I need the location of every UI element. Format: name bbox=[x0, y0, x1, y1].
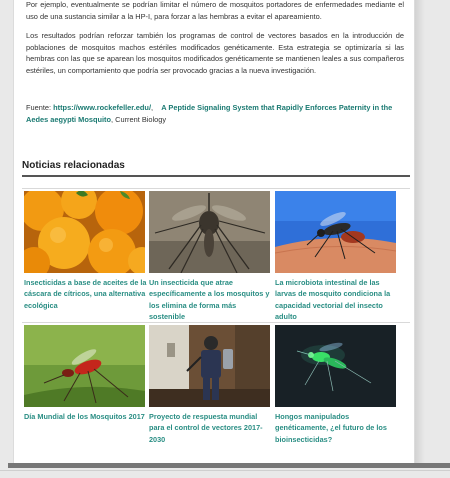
related-card-title[interactable]: La microbiota intestinal de las larvas de mosquito condiciona la capacidad vectorial del insecto adulto bbox=[275, 278, 391, 321]
row-divider bbox=[22, 188, 410, 189]
related-card-title[interactable]: Hongos manipulados genéticamente, ¿el futuro de los bioinsecticidas? bbox=[275, 412, 387, 444]
related-card[interactable] bbox=[24, 191, 148, 311]
source-label: Fuente: bbox=[26, 103, 54, 112]
oranges-image[interactable] bbox=[24, 191, 145, 273]
fumigation-worker-image[interactable] bbox=[149, 325, 270, 407]
article-paragraph: Los resultados podrían reforzar también los programas de control de vectores basados en la introducción de poblaciones de mosquitos machos estériles modificados genéticamente. Esta estrategia se optimizaría si las hembras con las que se aparean los mosquitos modificados genéticamente se mantienen leales a sus compañeros estériles, un comportamiento que podría ser provocado gracias a la nueva investigación. bbox=[26, 31, 404, 75]
mosquito-closeup-image[interactable] bbox=[149, 191, 270, 273]
article-paragraph: Por ejemplo, eventualmente se podrían limitar el número de mosquitos portadores de enfermedades mediante el uso de una sustancia similar a la HP-I, para forzar a las hembras a evitar el apareamiento. bbox=[26, 0, 404, 21]
related-card[interactable] bbox=[149, 191, 273, 322]
page-bottom-rule bbox=[0, 470, 450, 471]
section-divider bbox=[22, 175, 410, 177]
related-card[interactable] bbox=[24, 325, 148, 422]
source-journal: , Current Biology bbox=[111, 114, 167, 124]
related-card-title[interactable]: Día Mundial de los Mosquitos 2017 bbox=[24, 412, 145, 421]
related-card-title[interactable]: Insecticidas a base de aceites de la cáscara de cítricos, una alternativa ecológica bbox=[24, 278, 147, 310]
related-news-heading: Noticias relacionadas bbox=[22, 160, 125, 171]
related-card-title[interactable]: Un insecticida que atrae específicamente a los mosquitos y los elimina de forma más sostenible bbox=[149, 278, 270, 321]
page-right-shadow bbox=[414, 0, 450, 466]
related-card[interactable] bbox=[275, 325, 399, 445]
related-card[interactable] bbox=[149, 325, 273, 445]
glowing-mosquito-image[interactable] bbox=[275, 325, 396, 407]
related-card[interactable] bbox=[275, 191, 399, 322]
related-card-title[interactable]: Proyecto de respuesta mundial para el control de vectores 2017-2030 bbox=[149, 412, 263, 444]
red-mosquito-leaf-image[interactable] bbox=[24, 325, 145, 407]
source-title-link[interactable]: A Peptide Signaling System that Rapidly Enforces Paternity in the Aedes aegypti Mosquito bbox=[26, 103, 393, 124]
source-url-link[interactable]: https://www.rockefeller.edu/ bbox=[53, 103, 152, 112]
page-footer-bar bbox=[8, 463, 450, 468]
mosquito-on-skin-image[interactable] bbox=[275, 191, 396, 273]
source-separator: , bbox=[151, 103, 154, 112]
article-source bbox=[26, 102, 406, 125]
